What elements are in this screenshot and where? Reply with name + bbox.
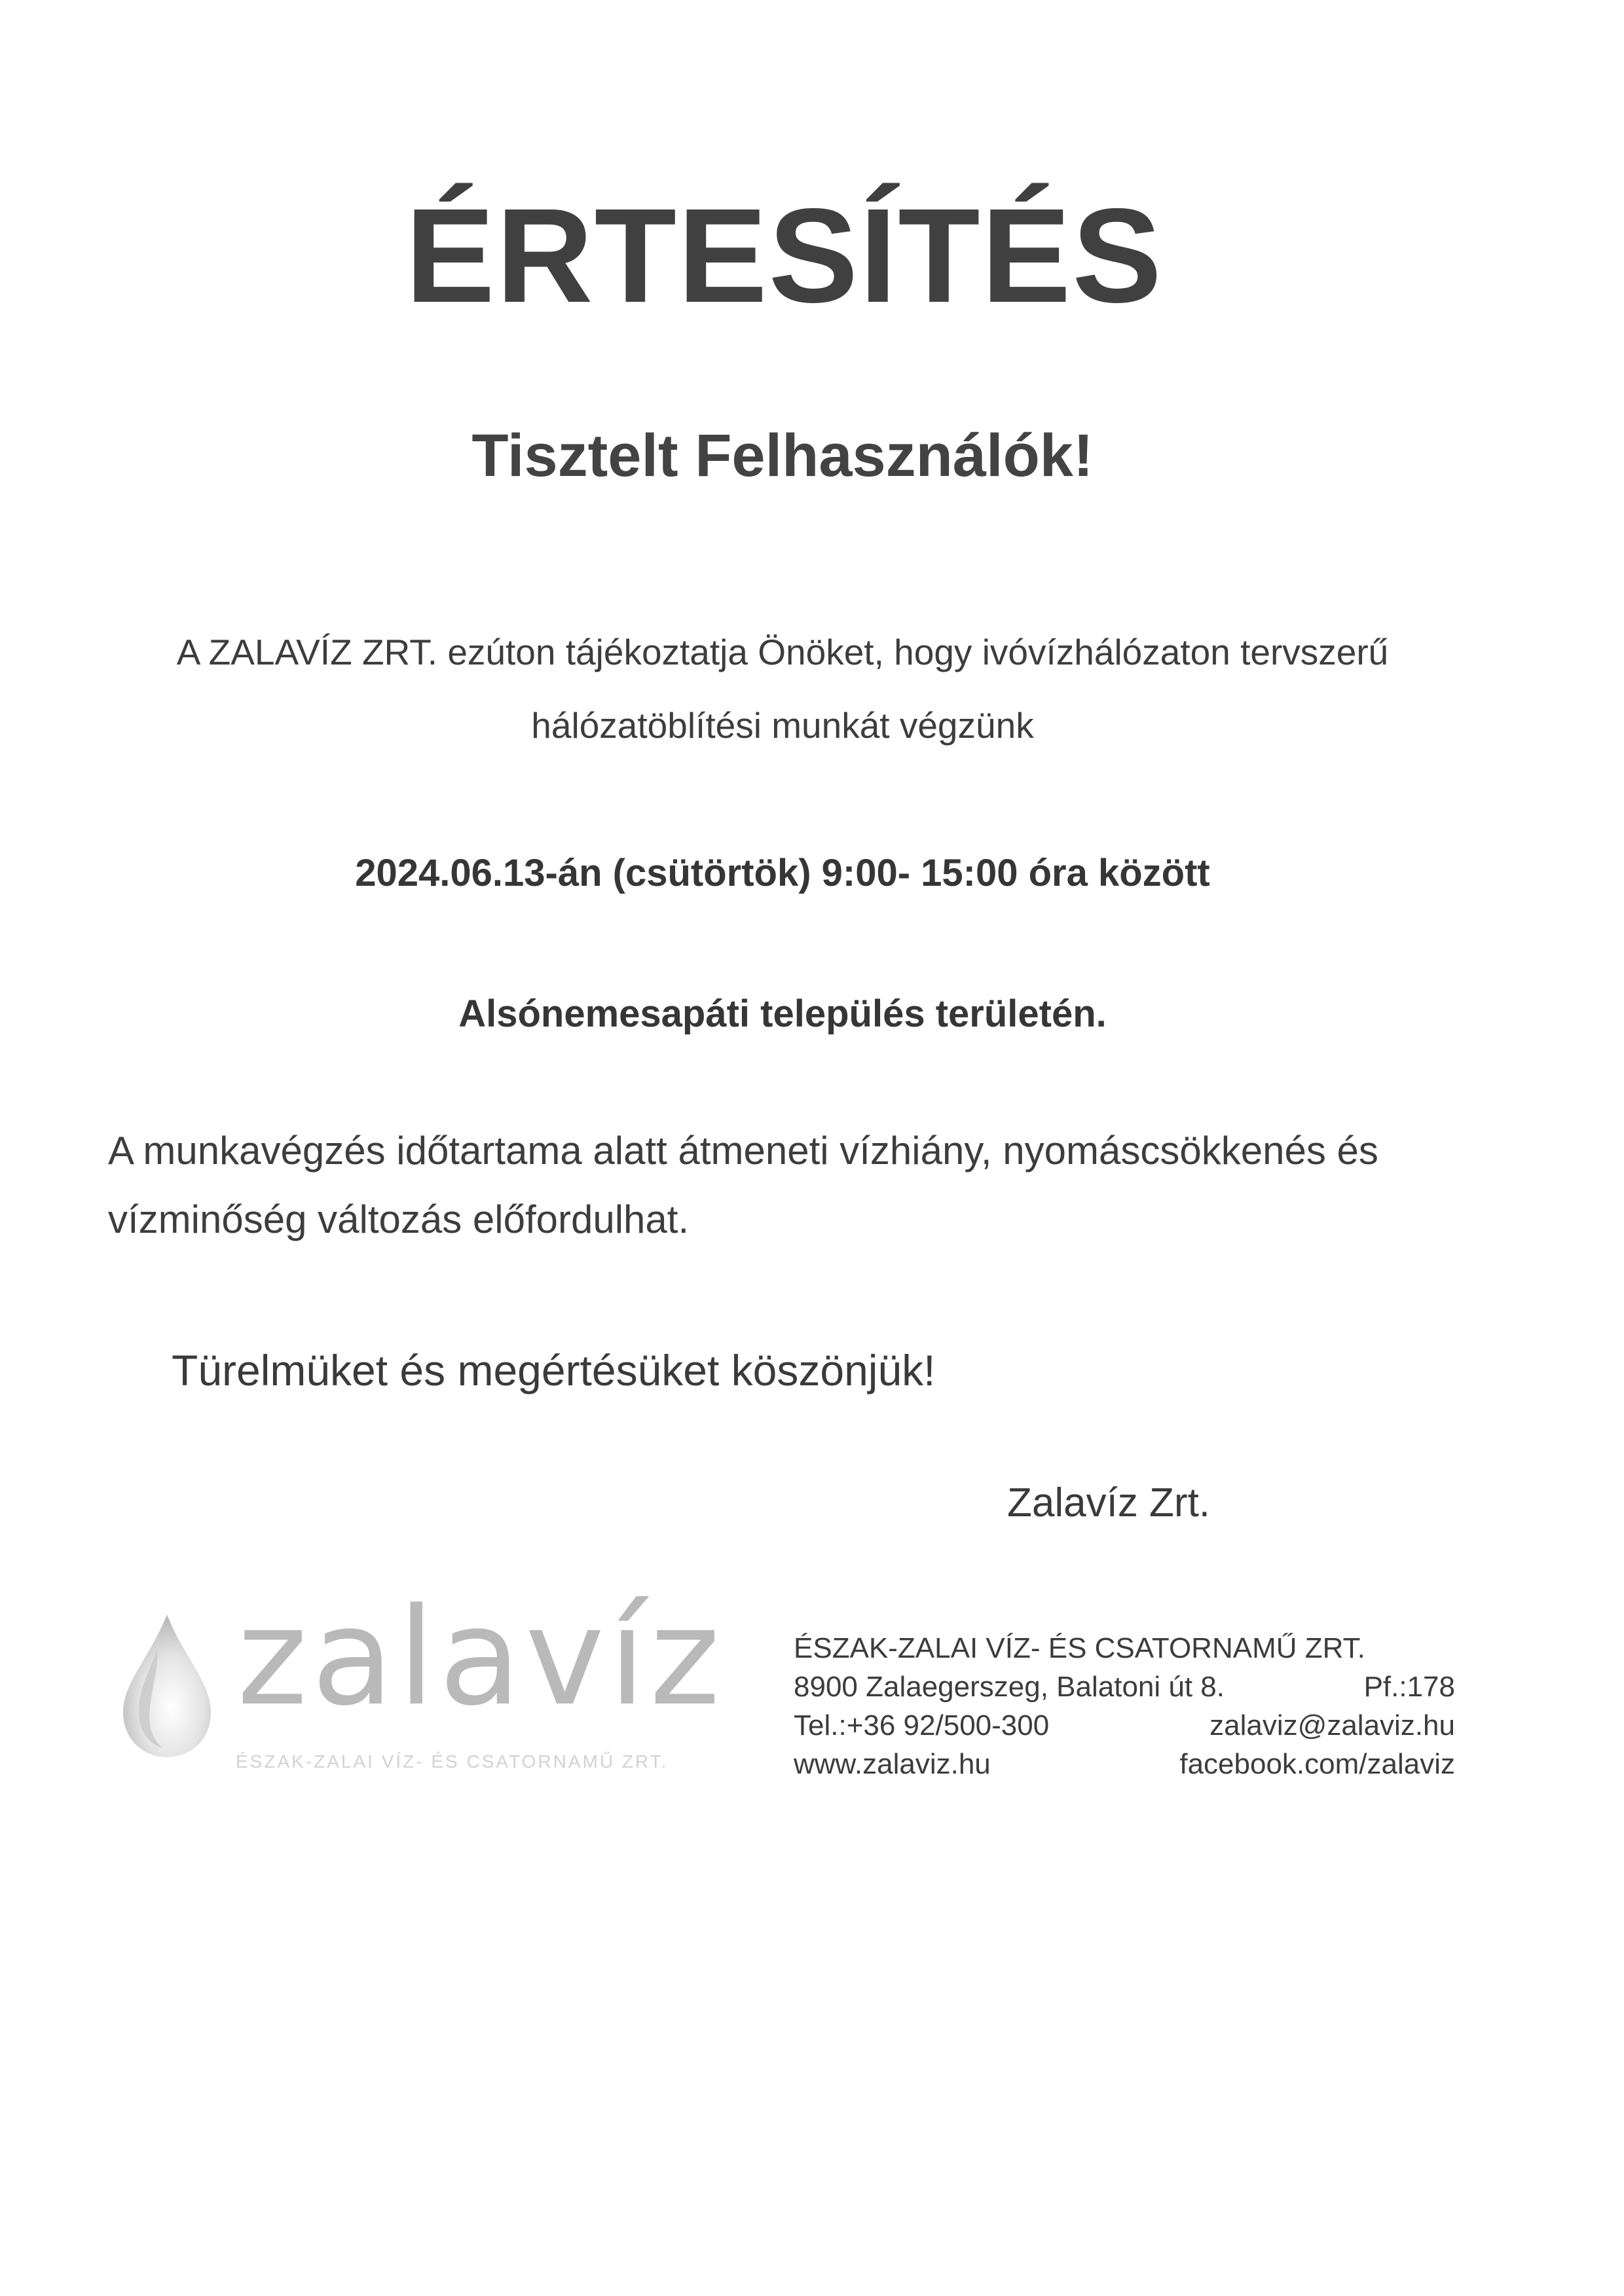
contact-address: 8900 Zalaegerszeg, Balatoni út 8.: [794, 1671, 1225, 1703]
contact-po-box: Pf.:178: [1363, 1671, 1455, 1703]
company-logo: [111, 1580, 724, 1787]
contact-email: zalaviz@zalaviz.hu: [1209, 1709, 1455, 1741]
contact-row-address: [794, 1667, 1455, 1706]
schedule-location: Alsónemesapáti település területén.: [458, 993, 1107, 1035]
contact-website: www.zalaviz.hu: [794, 1748, 991, 1780]
intro-paragraph: [105, 615, 1460, 762]
intro-line-1: A ZALAVÍZ ZRT. ezúton tájékoztatja Önöket, hogy ivóvízhálózaton tervszerű: [176, 632, 1389, 672]
notice-title: ÉRTESÍTÉS: [405, 181, 1164, 331]
schedule-date: 2024.06.13-án (csütörtök) 9:00- 15:00 óra között: [355, 852, 1210, 894]
contact-block: [794, 1629, 1455, 1783]
effects-line-2: vízminőség változás előfordulhat.: [108, 1197, 690, 1241]
logo-subtitle: ÉSZAK-ZALAI VÍZ- ÉS CSATORNAMŰ ZRT.: [236, 1751, 669, 1772]
thanks-text: Türelmüket és megértésüket köszönjük!: [172, 1346, 936, 1394]
effects-line-1: A munkavégzés időtartama alatt átmeneti vízhiány, nyomáscsökkenés és: [108, 1129, 1378, 1173]
contact-row-phone: [794, 1706, 1455, 1745]
contact-phone: Tel.:+36 92/500-300: [794, 1709, 1050, 1741]
contact-row-company: [794, 1629, 1455, 1667]
contact-company: ÉSZAK-ZALAI VÍZ- ÉS CSATORNAMŰ ZRT.: [794, 1632, 1365, 1664]
greeting-heading: Tisztelt Felhasználók!: [471, 422, 1094, 489]
signature: Zalavíz Zrt.: [1007, 1480, 1211, 1525]
logo-wordmark: zalavíz: [237, 1580, 724, 1736]
effects-paragraph: [108, 1116, 1549, 1254]
water-drop-icon: [111, 1611, 223, 1761]
contact-facebook: facebook.com/zalaviz: [1179, 1748, 1455, 1780]
intro-line-2: hálózatöblítési munkát végzünk: [531, 705, 1034, 746]
contact-row-web: [794, 1745, 1455, 1783]
